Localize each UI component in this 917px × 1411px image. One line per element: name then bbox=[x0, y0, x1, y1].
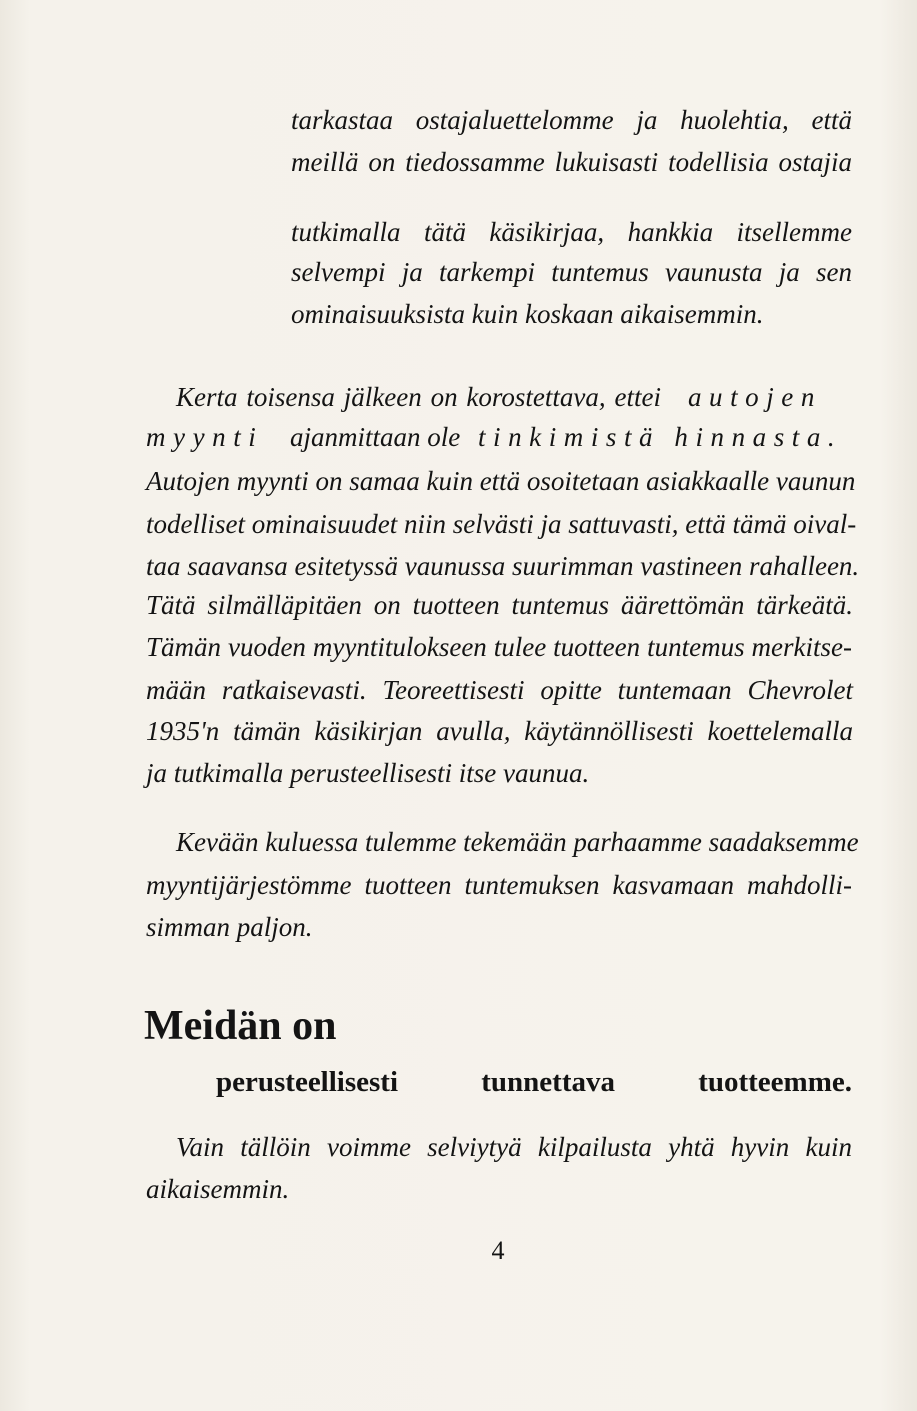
paragraph-2-line-8: mään ratkaisevasti. Teoreettisesti opitte tuntemaan Chevrolet bbox=[146, 675, 853, 705]
paragraph-2-line-2-emphasis-2: tinkimistä hinnasta. bbox=[478, 422, 843, 452]
heading-line-1: Meidän on bbox=[144, 1003, 337, 1049]
paragraph-2-line-6: Tätä silmälläpitäen on tuotteen tuntemus äärettömän tärkeätä. bbox=[146, 590, 853, 620]
paragraph-3-line-3: simman paljon. bbox=[146, 912, 313, 942]
paragraph-2-line-10: ja tutkimalla perusteellisesti itse vaunua. bbox=[146, 758, 590, 788]
paragraph-2-line-5: taa saavansa esitetyssä vaunussa suurimman vastineen rahalleen. bbox=[146, 551, 860, 581]
paragraph-2-line-3: Autojen myynti on samaa kuin että osoitetaan asiakkaalle vaunun bbox=[146, 466, 856, 496]
paragraph-1-line-2: meillä on tiedossamme lukuisasti todellisia ostajia bbox=[291, 147, 852, 177]
paragraph-1-line-4: selvempi ja tarkempi tuntemus vaunusta ja sen bbox=[291, 257, 852, 287]
heading-line-2: perusteellisesti tunnettava tuotteemme. bbox=[216, 1066, 852, 1098]
paragraph-1-line-1: tarkastaa ostajaluettelomme ja huolehtia, että bbox=[291, 105, 852, 135]
paragraph-2-line-1-part-1: Kerta toisensa jälkeen on korostettava, ettei bbox=[176, 382, 661, 412]
paragraph-4-line-2: aikaisemmin. bbox=[146, 1174, 290, 1204]
page-number: 4 bbox=[491, 1236, 505, 1265]
paragraph-3-line-1: Kevään kuluessa tulemme tekemään parhaamme saadaksemme bbox=[176, 827, 859, 857]
paragraph-1-line-3: tutkimalla tätä käsikirjaa, hankkia itsellemme bbox=[291, 217, 852, 247]
paragraph-2-line-2-part-2: ajanmittaan ole bbox=[290, 422, 461, 452]
paragraph-1-line-5: ominaisuuksista kuin koskaan aikaisemmin. bbox=[291, 299, 764, 329]
paragraph-2-line-1-emphasis: autojen bbox=[688, 382, 822, 412]
paragraph-2-line-2-emphasis-1: myynti bbox=[146, 422, 264, 452]
paragraph-2-line-4: todelliset ominaisuudet niin selvästi ja sattuvasti, että tämä oival- bbox=[146, 509, 857, 539]
paragraph-2-line-7: Tämän vuoden myyntitulokseen tulee tuotteen tuntemus merkitse- bbox=[146, 632, 852, 662]
paragraph-2-line-9: 1935'n tämän käsikirjan avulla, käytännöllisesti koettelemalla bbox=[146, 716, 853, 746]
paragraph-4-line-1: Vain tällöin voimme selviytyä kilpailusta yhtä hyvin kuin bbox=[176, 1132, 852, 1162]
paragraph-3-line-2: myyntijärjestömme tuotteen tuntemuksen kasvamaan mahdolli- bbox=[146, 870, 852, 900]
